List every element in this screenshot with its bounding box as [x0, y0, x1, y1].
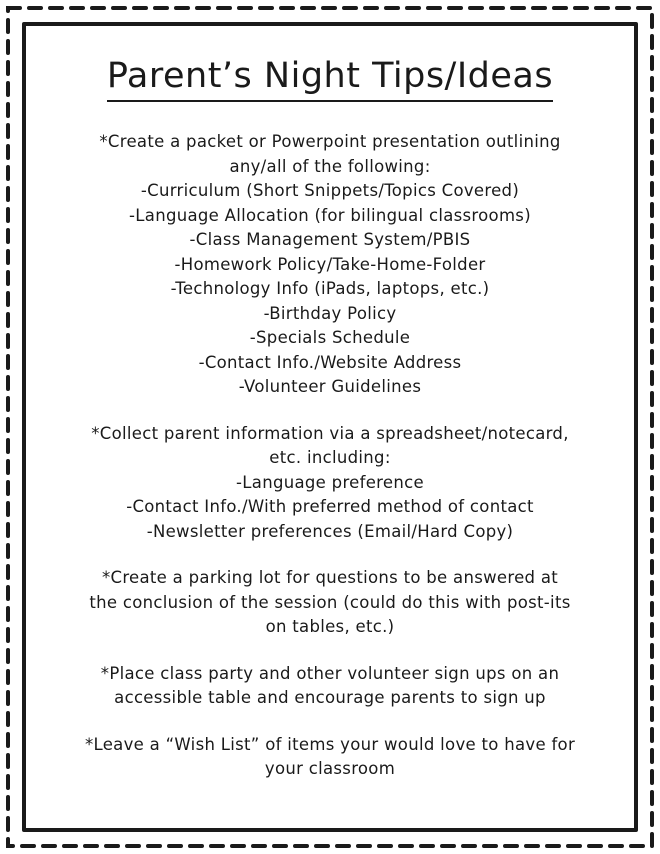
- text-line: *Place class party and other volunteer sign ups on an: [100, 663, 560, 683]
- section-wish-list: [40, 733, 620, 782]
- text-line: etc. including:: [269, 448, 391, 467]
- section-parking-lot: [40, 566, 620, 640]
- page-title: Parent’s Night Tips/Ideas: [107, 54, 553, 102]
- text-line: -Class Management System/PBIS: [189, 230, 471, 249]
- page-content: [40, 40, 620, 782]
- text-line: accessible table and encourage parents to sign up: [114, 688, 546, 707]
- text-line: *Collect parent information via a spreadsheet/notecard,: [91, 423, 569, 443]
- text-line: any/all of the following:: [229, 156, 431, 176]
- section-parent-info: [40, 422, 620, 545]
- text-line: -Language preference: [236, 472, 424, 492]
- text-line: on tables, etc.): [265, 617, 395, 636]
- text-line: -Newsletter preferences (Email/Hard Copy): [146, 521, 514, 541]
- section-sign-ups: [40, 662, 620, 711]
- text-line: -Curriculum (Short Snippets/Topics Covered): [140, 181, 520, 200]
- text-line: -Language Allocation (for bilingual classrooms): [129, 205, 531, 225]
- text-line: -Homework Policy/Take-Home-Folder: [174, 254, 486, 274]
- text-line: the conclusion of the session (could do this with post-its: [89, 592, 571, 612]
- text-line: *Leave a “Wish List” of items your would love to have for: [84, 734, 576, 754]
- text-line: -Technology Info (iPads, laptops, etc.): [170, 279, 490, 298]
- text-line: -Birthday Policy: [263, 303, 397, 323]
- section-packet: [40, 130, 620, 400]
- text-line: -Contact Info./With preferred method of contact: [126, 497, 534, 516]
- text-line: *Create a parking lot for questions to be answered at: [101, 568, 559, 587]
- text-line: -Volunteer Guidelines: [238, 377, 422, 396]
- text-line: your classroom: [264, 759, 396, 778]
- text-line: *Create a packet or Powerpoint presentation outlining: [99, 132, 561, 151]
- text-line: -Contact Info./Website Address: [198, 352, 462, 372]
- text-line: -Specials Schedule: [249, 328, 411, 347]
